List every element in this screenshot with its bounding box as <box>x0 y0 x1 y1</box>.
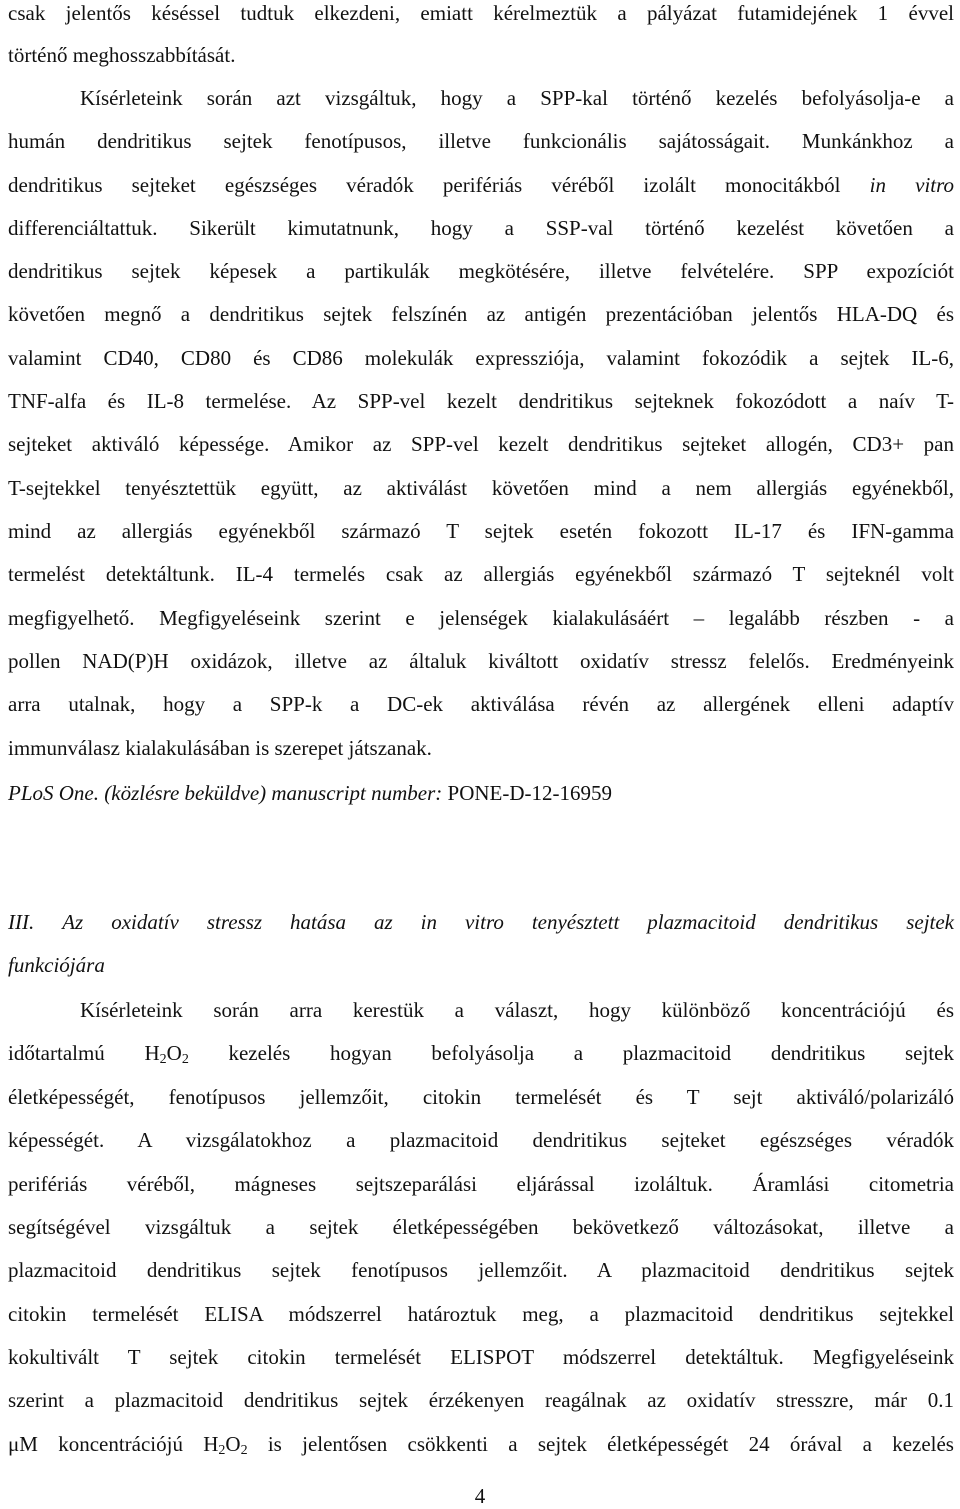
text-line-formula <box>8 1431 954 1457</box>
subscript: 2 <box>240 1443 248 1458</box>
subscript: 2 <box>218 1443 226 1458</box>
text-span: időtartalmú H <box>8 1041 160 1065</box>
section-heading-cont <box>8 952 954 978</box>
manuscript-number: PONE-D-12-16959 <box>447 781 613 805</box>
text-span: is jelentősen csökkenti a sejtek életképességét 24 órával a kezelés <box>267 1432 954 1456</box>
text-line: életképességét, fenotípusos jellemzőit, citokin termelését és T sejt aktiváló/polarizáló <box>8 1085 954 1109</box>
page-number: 4 <box>474 1484 486 1508</box>
text-line: dendritikus sejtek képesek a partikulák megkötésére, illetve felvételére. SPP expozíciót <box>8 259 954 283</box>
text-line-with-italic <box>8 172 954 198</box>
citation-journal: PLoS One. <box>8 781 99 805</box>
text-line: perifériás véréből, mágneses sejtszeparálási eljárással izoláltuk. Áramlási citometria <box>8 1172 954 1196</box>
formula-o: O <box>166 1041 182 1065</box>
text-line: Kísérleteink során arra kerestük a választ, hogy különböző koncentrációjú és <box>80 998 954 1022</box>
text-line: differenciáltattuk. Sikerült kimutatnunk, hogy a SSP-val történő kezelést követően a <box>8 216 954 240</box>
text-line: kokultivált T sejtek citokin termelését ELISPOT módszerrel detektáltuk. Megfigyeléseink <box>8 1345 954 1369</box>
text-line: humán dendritikus sejtek fenotípusos, illetve funkcionális sajátosságait. Munkánkhoz a <box>8 129 954 153</box>
text-line: arra utalnak, hogy a SPP-k a DC-ek aktiválása révén az allergének elleni adaptív <box>8 692 954 716</box>
formula-o: O <box>225 1432 241 1456</box>
text-span: dendritikus sejteket egészséges véradók perifériás véréből izolált monocitákból <box>8 173 841 197</box>
citation-status: (közlésre beküldve) manuscript number: <box>104 781 443 805</box>
text-line: követően megnő a dendritikus sejtek felszínén az antigén prezentációban jelentős HLA-DQ és <box>8 302 954 326</box>
subscript: 2 <box>181 1052 189 1067</box>
text-line: mind az allergiás egyénekből származó T sejtek esetén fokozott IL-17 és IFN-gamma <box>8 519 954 543</box>
text-line: termelést detektáltunk. IL-4 termelés csak az allergiás egyénekből származó T sejteknél volt <box>8 562 954 586</box>
section-numeral: III. <box>8 910 35 934</box>
text-line: citokin termelését ELISA módszerrel határoztuk meg, a plazmacitoid dendritikus sejtekkel <box>8 1302 954 1326</box>
text-line: plazmacitoid dendritikus sejtek fenotípusos jellemzőit. A plazmacitoid dendritikus sejtek <box>8 1258 954 1282</box>
text-line: Kísérleteink során azt vizsgáltuk, hogy a SPP-kal történő kezelés befolyásolja-e a <box>80 86 954 110</box>
text-line-formula <box>8 1040 954 1066</box>
text-line: képességét. A vizsgálatokhoz a plazmacitoid dendritikus sejteket egészséges véradók <box>8 1128 954 1152</box>
text-line: megfigyelhető. Megfigyeléseink szerint e jelenségek kialakulásáért – legalább részben - a <box>8 606 954 630</box>
text-line: valamint CD40, CD80 és CD86 molekulák expressziója, valamint fokozódik a sejtek IL-6, <box>8 346 954 370</box>
text-line: T-sejtekkel tenyésztettük együtt, az aktiválást követően mind a nem allergiás egyénekből, <box>8 476 954 500</box>
subscript: 2 <box>159 1052 167 1067</box>
italic-term: in vitro <box>869 173 955 197</box>
section-title-cont: funkciójára <box>8 953 105 977</box>
section-title: Az oxidatív stressz hatása az in vitro tenyésztett plazmacitoid dendritikus sejtek <box>62 910 954 934</box>
text-span: μM koncentrációjú H <box>8 1432 219 1456</box>
text-line: TNF-alfa és IL-8 termelése. Az SPP-vel kezelt dendritikus sejteknek fokozódott a naív T- <box>8 389 954 413</box>
text-line: pollen NAD(P)H oxidázok, illetve az általuk kiváltott oxidatív stressz felelős. Eredményeink <box>8 649 954 673</box>
text-line: segítségével vizsgáltuk a sejtek életképességében bekövetkező változásokat, illetve a <box>8 1215 954 1239</box>
text-line: sejteket aktiváló képessége. Amikor az SPP-vel kezelt dendritikus sejteket allogén, CD3+ pan <box>8 432 954 456</box>
text-line: történő meghosszabbítását. <box>8 43 236 67</box>
text-span: kezelés hogyan befolyásolja a plazmacitoid dendritikus sejtek <box>228 1041 954 1065</box>
section-heading <box>8 909 954 935</box>
citation <box>8 780 954 806</box>
text-line: immunválasz kialakulásában is szerepet játszanak. <box>8 736 432 760</box>
text-line: szerint a plazmacitoid dendritikus sejtek érzékenyen reagálnak az oxidatív stresszre, már 0.1 <box>8 1388 954 1412</box>
text-line: csak jelentős késéssel tudtuk elkezdeni, emiatt kérelmeztük a pályázat futamidejének 1 évvel <box>8 1 954 25</box>
